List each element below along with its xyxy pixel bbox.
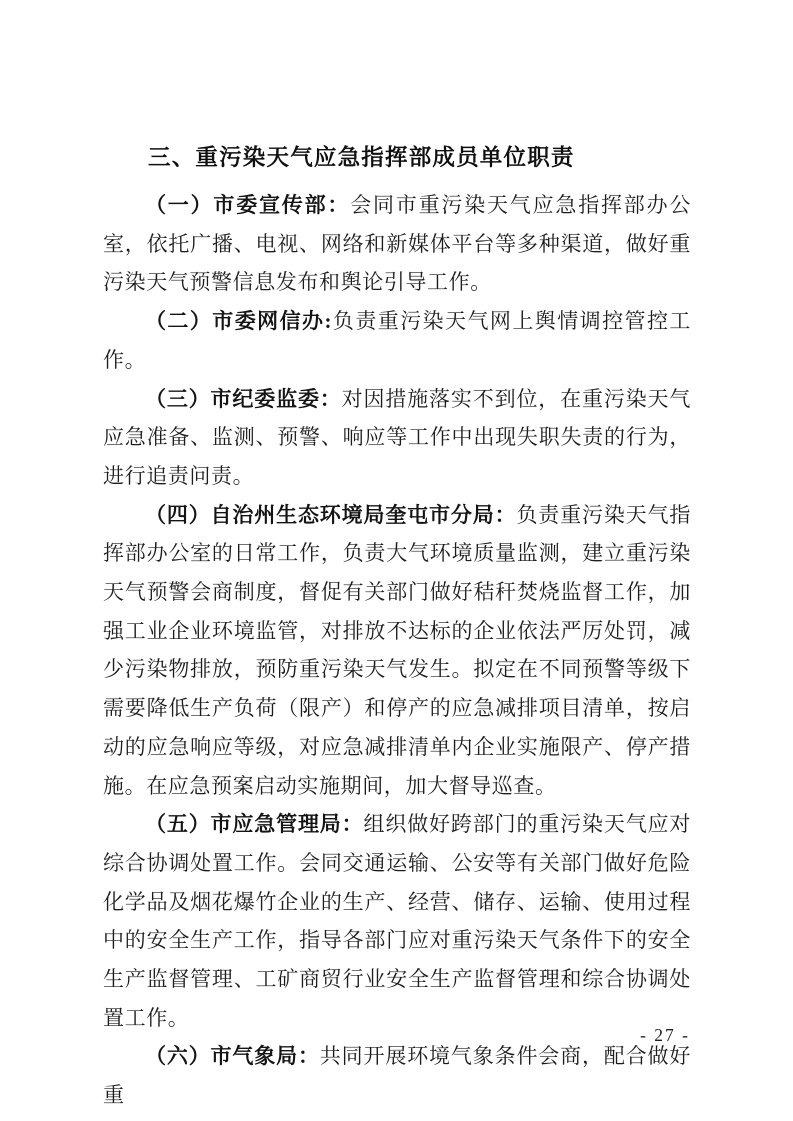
department-label: （二）市委网信办: <box>145 309 333 334</box>
clause-text: 组织做好跨部门的重污染天气应对综合协调处置工作。会同交通运输、公安等有关部门做好危险化学品及烟花爆竹企业的生产、经营、储存、运输、使用过程中的安全生产工作，指导各部门应对重污染天气条件下的安全生产监督管理、工矿商贸行业安全生产监督管理和综合协调处置工作。 <box>103 812 691 1030</box>
clause-paragraph-1 <box>103 186 691 302</box>
clause-text: 会同市重污染天气应急指挥部办公室，依托广播、电视、网络和新媒体平台等多种渠道，做好重污染天气预警信息发布和舆论引导工作。 <box>103 193 691 295</box>
clause-paragraph-6 <box>103 1037 691 1114</box>
department-label: （一）市委宣传部： <box>145 193 351 217</box>
clause-text: 对因措施落实不到位，在重污染天气应急准备、监测、预警、响应等工作中出现失职失责的行为，进行追责问责。 <box>103 386 691 488</box>
department-label: （三）市纪委监委： <box>145 386 342 411</box>
page-number: - 27 - <box>640 1025 690 1045</box>
clause-paragraph-5 <box>103 805 691 1037</box>
section-heading: 三、重污染天气应急指挥部成员单位职责 <box>148 145 575 170</box>
clause-paragraph-4 <box>103 496 691 806</box>
clause-text: 负责重污染天气指挥部办公室的日常工作，负责大气环境质量监测，建立重污染天气预警会商制度，督促有关部门做好秸秆焚烧监督工作，加强工业企业环境监管，对排放不达标的企业依法严厉处罚，减少污染物排放，预防重污染天气发生。拟定在不同预警等级下需要降低生产负荷（限产）和停产的应急减排项目清单，按启动的应急响应等级，对应急减排清单内企业实施限产、停产措施。在应急预案启动实施期间，加大督导巡查。 <box>103 502 691 798</box>
clause-paragraph-3 <box>103 380 691 496</box>
department-label: （五）市应急管理局： <box>145 812 364 837</box>
clause-text: 共同开展环境气象条件会商，配合做好重 <box>103 1044 691 1108</box>
department-label: （四）自治州生态环境局奎屯市分局： <box>145 502 517 527</box>
clause-text: 负责重污染天气网上舆情调控管控工作。 <box>103 309 691 372</box>
department-label: （六）市气象局： <box>145 1044 320 1069</box>
clause-paragraph-2 <box>103 302 691 379</box>
document-body <box>103 139 691 1115</box>
